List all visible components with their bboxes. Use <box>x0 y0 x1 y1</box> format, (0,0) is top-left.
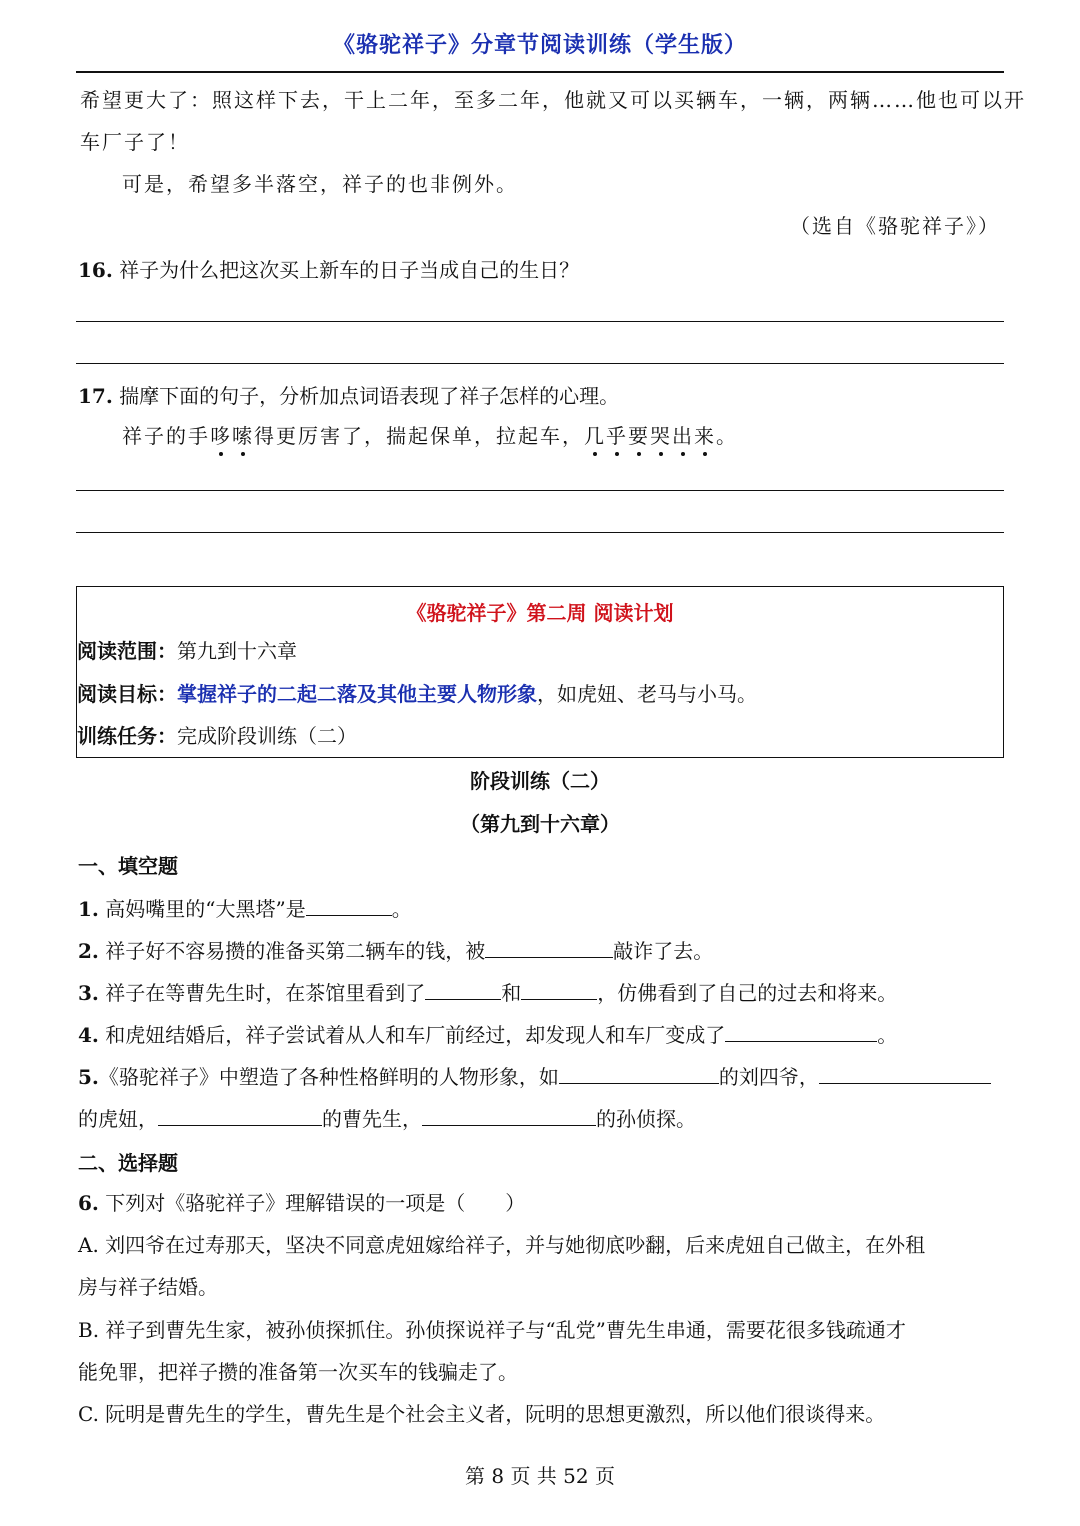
question-text: 的孙侦探。 <box>596 1107 696 1131</box>
fill-question-4 <box>78 1019 897 1049</box>
sentence-part: 祥子的手 <box>122 424 210 448</box>
question-text: 祥子在等曹先生时，在茶馆里看到了 <box>105 981 426 1005</box>
answer-blank[interactable] <box>425 977 501 1000</box>
question-text: 祥子好不容易攒的准备买第二辆车的钱，被 <box>105 939 486 963</box>
option-b-line-1: B. 祥子到曹先生家，被孙侦探抓住。孙侦探说祥子与“乱党”曹先生串通，需要花很多钱疏通才 <box>78 1318 906 1342</box>
dotted-char: 哆 <box>210 424 232 448</box>
plan-title: 《骆驼祥子》第二周 阅读计划 <box>406 601 674 625</box>
header-title: 《骆驼祥子》分章节阅读训练（学生版） <box>332 33 747 58</box>
question-number: 17. <box>78 384 113 408</box>
header-divider <box>76 71 1004 73</box>
question-number: 3. <box>78 981 99 1005</box>
question-number: 5. <box>78 1065 99 1089</box>
answer-line <box>76 321 1004 322</box>
plan-range-label: 阅读范围： <box>77 639 177 663</box>
question-text: 。 <box>391 897 412 921</box>
question-text: 的刘四爷， <box>718 1065 819 1089</box>
question-text: ，仿佛看到了自己的过去和将来。 <box>597 981 898 1005</box>
answer-blank[interactable] <box>559 1061 719 1084</box>
answer-line <box>76 490 1004 491</box>
plan-range <box>77 637 297 665</box>
dotted-char: 哭 <box>650 424 672 448</box>
question-number: 2. <box>78 939 99 963</box>
question-number: 16. <box>78 258 113 282</box>
option-a-line-2: 房与祥子结婚。 <box>78 1275 218 1299</box>
plan-goal <box>77 680 757 708</box>
answer-line <box>76 363 1004 364</box>
question-number: 6. <box>78 1191 99 1215</box>
dotted-char: 要 <box>628 424 650 448</box>
plan-goal-label: 阅读目标： <box>77 682 177 706</box>
fill-question-1 <box>78 893 412 923</box>
dotted-char: 出 <box>672 424 694 448</box>
dotted-char: 乎 <box>606 424 628 448</box>
answer-blank[interactable] <box>725 1019 877 1042</box>
question-text: 《骆驼祥子》中塑造了各种性格鲜明的人物形象，如 <box>98 1065 559 1089</box>
question-text: 祥子为什么把这次买上新车的日子当成自己的生日？ <box>119 258 580 282</box>
dotted-char: 来 <box>694 424 716 448</box>
answer-blank[interactable] <box>521 977 597 1000</box>
question-text: 和 <box>501 981 522 1005</box>
reading-plan-box <box>76 586 1004 758</box>
question-text: 和虎妞结婚后，祥子尝试着从人和车厂前经过，却发现人和车厂变成了 <box>105 1023 726 1047</box>
page-footer: 第 8 页 共 52 页 <box>465 1464 615 1488</box>
plan-task <box>77 722 357 750</box>
question-text: 。 <box>877 1023 898 1047</box>
sentence-part: 得更厉害了，揣起保单，拉起车， <box>254 424 584 448</box>
answer-line <box>76 532 1004 533</box>
question-text: 的曹先生， <box>322 1107 422 1131</box>
plan-goal-suffix: ，如虎妞、老马与小马。 <box>537 682 757 706</box>
excerpt-source: （选自《骆驼祥子》） <box>790 214 1000 238</box>
answer-blank[interactable] <box>422 1103 596 1126</box>
excerpt-line-3: 可是，希望多半落空，祥子的也非例外。 <box>122 172 518 196</box>
section-heading-fill: 一、填空题 <box>78 854 178 878</box>
sentence-part: 。 <box>716 424 738 448</box>
answer-blank[interactable] <box>485 935 613 958</box>
excerpt-line-2: 车厂子了！ <box>80 130 190 154</box>
excerpt-line-1: 希望更大了：照这样下去，干上二年，至多二年，他就又可以买辆车，一辆，两辆……他也可以开 <box>80 88 1026 112</box>
question-text: 敲诈了去。 <box>613 939 714 963</box>
dotted-char: 几 <box>584 424 606 448</box>
answer-blank[interactable] <box>819 1061 991 1084</box>
plan-range-value: 第九到十六章 <box>177 639 297 663</box>
plan-task-label: 训练任务： <box>77 724 177 748</box>
question-number: 1. <box>78 897 99 921</box>
fill-question-2 <box>78 935 713 965</box>
question-text: 下列对《骆驼祥子》理解错误的一项是（ ） <box>105 1191 526 1215</box>
dotted-char: 嗦 <box>232 424 254 448</box>
option-c-line-1: C. 阮明是曹先生的学生，曹先生是个社会主义者，阮明的思想更激烈，所以他们很谈得来。 <box>78 1402 886 1426</box>
question-text: 的虎妞， <box>78 1107 158 1131</box>
question-number: 4. <box>78 1023 99 1047</box>
stage-subtitle: （第九到十六章） <box>460 812 620 836</box>
fill-question-3 <box>78 977 897 1007</box>
stage-title: 阶段训练（二） <box>470 769 610 793</box>
question-16 <box>78 256 579 284</box>
plan-goal-value: 掌握祥子的二起二落及其他主要人物形象 <box>177 682 537 706</box>
question-text: 揣摩下面的句子，分析加点词语表现了祥子怎样的心理。 <box>119 384 620 408</box>
section-heading-choice: 二、选择题 <box>78 1151 178 1175</box>
answer-blank[interactable] <box>306 893 392 916</box>
fill-question-5-cont <box>78 1103 696 1133</box>
quoted-sentence <box>122 422 738 450</box>
option-b-line-2: 能免罪，把祥子攒的准备第一次买车的钱骗走了。 <box>78 1360 518 1384</box>
answer-blank[interactable] <box>158 1103 322 1126</box>
choice-question-6 <box>78 1189 525 1217</box>
fill-question-5 <box>78 1061 991 1091</box>
question-text: 高妈嘴里的“大黑塔”是 <box>105 897 306 921</box>
question-17 <box>78 382 619 410</box>
option-a-line-1: A. 刘四爷在过寿那天，坚决不同意虎妞嫁给祥子，并与她彻底吵翻，后来虎妞自己做主，在外租 <box>78 1233 926 1257</box>
plan-task-value: 完成阶段训练（二） <box>177 724 357 748</box>
